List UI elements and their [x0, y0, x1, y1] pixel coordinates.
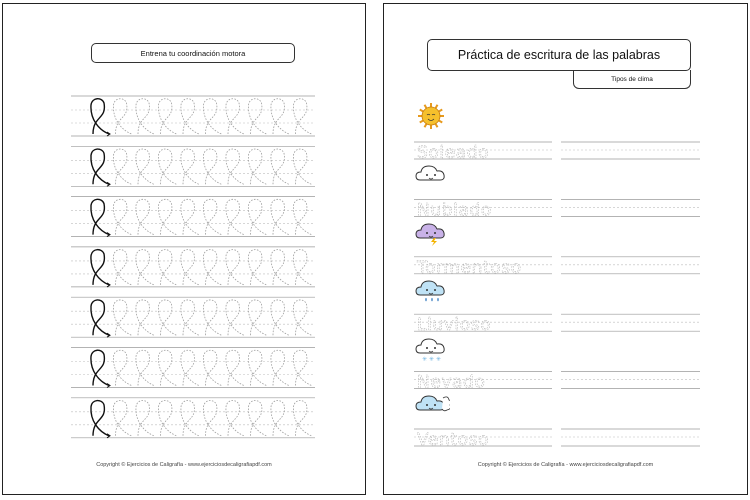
right-page-title: Práctica de escritura de las palabras — [427, 39, 691, 71]
loop-row — [71, 297, 315, 337]
trace-loop — [158, 300, 176, 335]
rain-cloud-icon — [412, 273, 450, 303]
sun-icon — [412, 101, 450, 131]
trace-loop — [226, 149, 244, 184]
trace-loop — [226, 199, 244, 234]
left-worksheet-page — [2, 3, 366, 495]
trace-loop — [271, 250, 289, 285]
trace-loop — [158, 350, 176, 385]
trace-word: Nublado — [417, 200, 492, 221]
trace-loop — [248, 350, 266, 385]
word-row — [414, 429, 700, 450]
trace-word: Soleado — [417, 143, 490, 163]
trace-loop — [226, 350, 244, 385]
trace-loop — [203, 149, 221, 184]
storm-cloud-icon — [412, 216, 450, 246]
trace-loop — [158, 99, 176, 134]
model-loop — [91, 199, 109, 234]
word-row — [414, 142, 700, 163]
trace-loop — [113, 199, 131, 234]
trace-loop — [248, 149, 266, 184]
right-page-subtitle: Tipos de clima — [573, 70, 691, 89]
trace-loop — [226, 401, 244, 436]
trace-loop — [293, 350, 311, 385]
trace-loop — [136, 199, 154, 234]
word-row — [414, 372, 700, 393]
model-loop — [91, 149, 109, 184]
trace-word: Ventoso — [417, 430, 490, 450]
trace-word: Lluvioso — [417, 315, 492, 336]
loop-tracing-rows — [3, 4, 367, 496]
loop-row — [71, 247, 315, 287]
trace-loop — [136, 250, 154, 285]
trace-loop — [293, 401, 311, 436]
loop-row — [71, 96, 315, 136]
trace-loop — [271, 199, 289, 234]
word-row — [414, 199, 700, 220]
right-page-footer: Copyright © Ejercicios de Caligrafía - www.ejerciciosdecaligrafiapdf.com — [477, 462, 654, 468]
trace-loop — [271, 401, 289, 436]
trace-loop — [271, 300, 289, 335]
word-row — [414, 314, 700, 335]
trace-loop — [226, 250, 244, 285]
trace-loop — [203, 300, 221, 335]
trace-loop — [136, 149, 154, 184]
snow-cloud-icon — [412, 331, 450, 361]
trace-loop — [181, 250, 199, 285]
loop-row — [71, 348, 315, 388]
trace-loop — [136, 300, 154, 335]
loop-row — [71, 197, 315, 237]
trace-loop — [248, 401, 266, 436]
trace-loop — [158, 149, 176, 184]
trace-loop — [271, 350, 289, 385]
trace-word: Tormentoso — [417, 257, 522, 278]
trace-loop — [181, 199, 199, 234]
trace-loop — [158, 250, 176, 285]
trace-loop — [293, 199, 311, 234]
trace-loop — [113, 401, 131, 436]
trace-loop — [293, 300, 311, 335]
trace-loop — [203, 401, 221, 436]
right-worksheet-page — [383, 3, 748, 495]
model-loop — [91, 401, 109, 436]
trace-loop — [113, 350, 131, 385]
model-loop — [91, 300, 109, 335]
trace-loop — [226, 99, 244, 134]
trace-loop — [136, 99, 154, 134]
trace-loop — [136, 350, 154, 385]
trace-loop — [293, 250, 311, 285]
left-page-footer: Copyright © Ejercicios de Caligrafía - www.ejerciciosdecaligrafiapdf.com — [96, 462, 272, 468]
trace-loop — [248, 250, 266, 285]
wind-cloud-icon — [412, 388, 450, 418]
model-loop — [91, 99, 109, 134]
loop-row — [71, 146, 315, 186]
left-page-title: Entrena tu coordinación motora — [91, 43, 295, 63]
trace-loop — [226, 300, 244, 335]
model-loop — [91, 250, 109, 285]
trace-loop — [248, 99, 266, 134]
trace-loop — [181, 149, 199, 184]
trace-loop — [113, 300, 131, 335]
trace-loop — [248, 300, 266, 335]
word-tracing-rows — [384, 4, 749, 496]
trace-loop — [203, 350, 221, 385]
trace-loop — [113, 99, 131, 134]
trace-loop — [293, 149, 311, 184]
model-loop — [91, 350, 109, 385]
trace-loop — [158, 401, 176, 436]
trace-loop — [181, 300, 199, 335]
trace-loop — [293, 99, 311, 134]
trace-loop — [271, 99, 289, 134]
trace-loop — [113, 250, 131, 285]
trace-loop — [271, 149, 289, 184]
word-row — [414, 257, 700, 278]
trace-loop — [203, 199, 221, 234]
trace-loop — [203, 99, 221, 134]
trace-loop — [181, 99, 199, 134]
trace-loop — [158, 199, 176, 234]
trace-loop — [181, 401, 199, 436]
trace-loop — [113, 149, 131, 184]
trace-loop — [248, 199, 266, 234]
trace-loop — [181, 350, 199, 385]
cloud-icon — [412, 158, 450, 188]
trace-loop — [203, 250, 221, 285]
loop-row — [71, 398, 315, 438]
svg-text:✳ ✳ ✳: ✳ ✳ ✳ — [422, 355, 441, 363]
trace-loop — [136, 401, 154, 436]
trace-word: Nevado — [417, 372, 486, 393]
